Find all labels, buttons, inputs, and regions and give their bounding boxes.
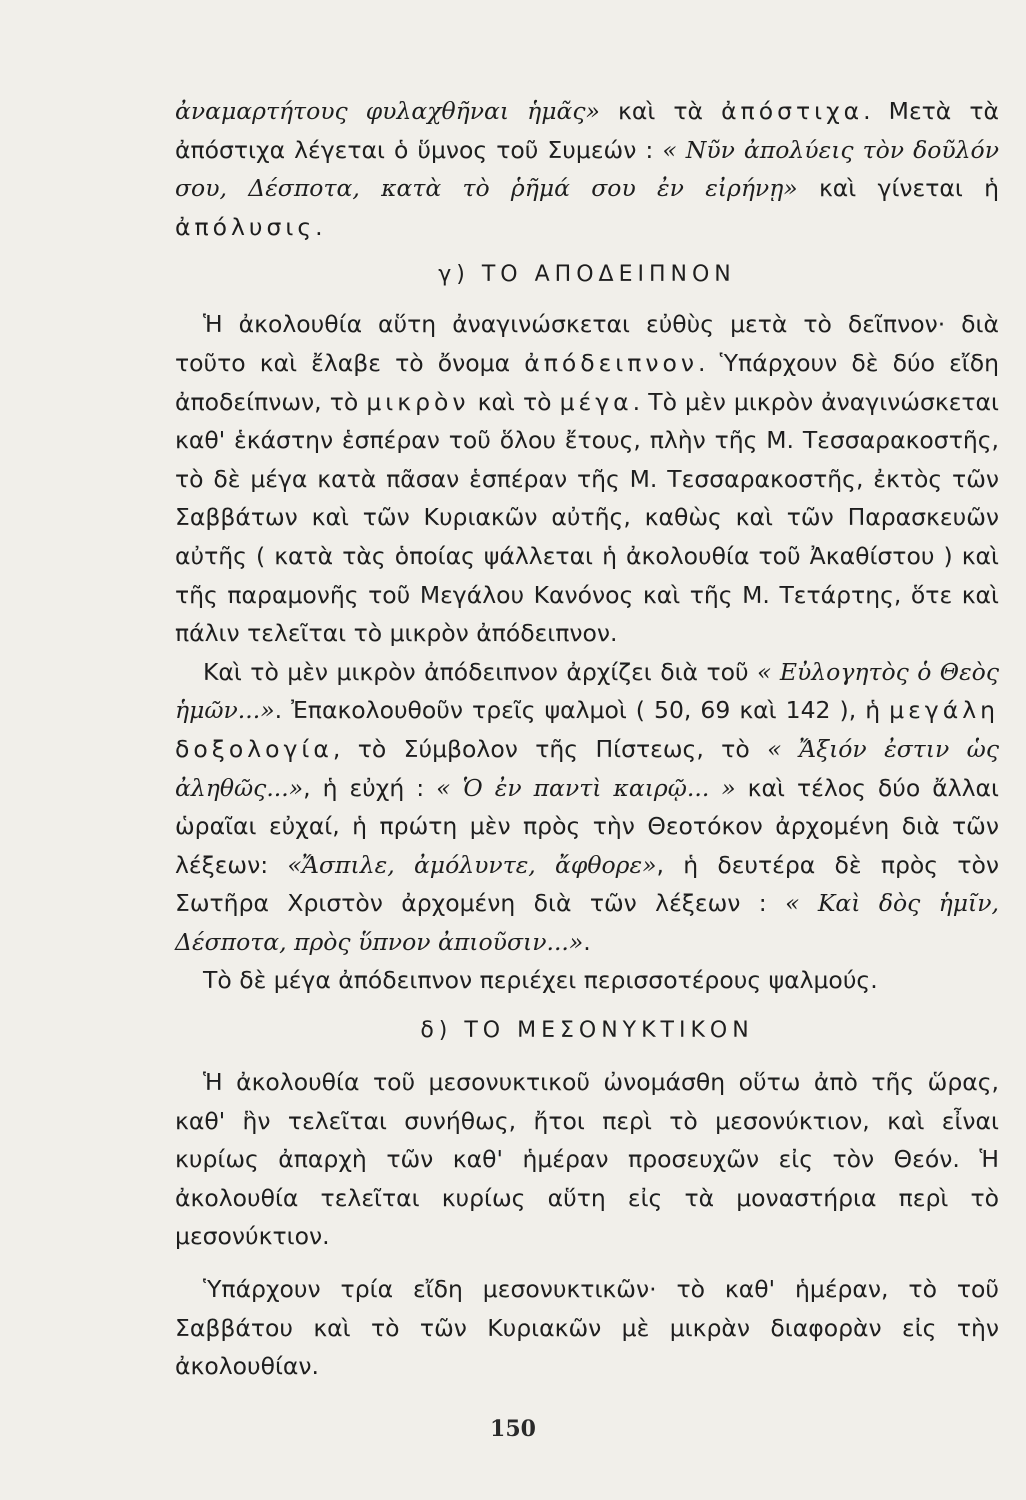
intro-italic-1: ἀναμαρτήτους φυλαχθῆναι ἡμᾶς» — [175, 97, 600, 125]
p2-quote-5: « Καὶ δὸς ἡμῖν, Δέσποτα, πρὸς ὕπνον ἀπιοῦσιν...» — [175, 889, 999, 956]
intro-text-4: . — [315, 212, 323, 241]
p2-spaced-term: μεγάλη δοξολογία — [175, 696, 999, 763]
p2-text-3: , τὸ Σύμβολον τῆς Πίστεως, τὸ — [332, 734, 768, 763]
intro-quote: « Νῦν ἀπολύεις τὸν δοῦλόν σου, Δέσποτα, κατὰ τὸ ῥῆμά σου ἐν εἰρήνῃ» — [175, 135, 999, 203]
page-body — [175, 92, 999, 1386]
p2-quote-2: « Ἄξιόν ἐστιν ὡς ἀληθῶς...» — [175, 734, 999, 802]
intro-text-2: . Μετὰ τὰ ἀπόστιχα λέγεται ὁ ὕμνος τοῦ Συμεών : — [175, 97, 1000, 164]
paragraph-apodeipnon-2 — [175, 653, 999, 962]
intro-paragraph — [175, 92, 999, 246]
intro-spaced-term-1: ἀπόστιχα — [721, 97, 864, 125]
p2-text-4: , ἡ εὐχή : — [303, 773, 437, 802]
paragraph-mesonyktikon-2: Ὑπάρχουν τρία εἴδη μεσονυκτικῶν· τὸ καθ' ἡμέραν, τὸ τοῦ Σαββάτου καὶ τὸ τῶν Κυριακῶν μὲ μικρὰν διαφορὰν εἰς τὴν ἀκολουθίαν. — [175, 1275, 999, 1381]
section-heading-mesonyktikon: δ) ΤΟ ΜΕΣΟΝΥΚΤΙΚΟΝ — [420, 1018, 754, 1044]
p2-text-7: . — [583, 927, 591, 956]
p1-text-1: Ἡ ἀκολουθία αὕτη ἀναγινώσκεται εὐθὺς μετὰ τὸ δεῖπνον· διὰ τοῦτο καὶ ἔλαβε τὸ ὄνομα — [175, 310, 999, 377]
p2-quote-1: « Εὐλογητὸς ὁ Θεὸς ἡμῶν...» — [175, 657, 999, 725]
p1-text-2: . Ὑπάρχουν δὲ δύο εἴδη ἀποδείπνων, τὸ — [175, 348, 1000, 416]
p2-text-1: Καὶ τὸ μὲν μικρὸν ἀπόδειπνον ἀρχίζει διὰ τοῦ — [203, 657, 758, 686]
p2-quote-3: « Ὁ ἐν παντὶ καιρῷ... » — [436, 773, 736, 802]
paragraph-apodeipnon-1 — [175, 305, 999, 652]
section-heading-apodeipnon: γ) ΤΟ ΑΠΟΔΕΙΠΝΟΝ — [438, 262, 736, 288]
p1-text-3: καὶ τὸ — [469, 387, 560, 416]
p1-text-4: . Τὸ μὲν μικρὸν ἀναγινώσκεται καθ' ἑκάστην ἑσπέραν τοῦ ὅλου ἔτους, πλὴν τῆς Μ. Τεσσαρακοστῆς, τὸ δὲ μέγα κατὰ πᾶσαν ἑσπέραν τῆς Μ. Τεσσαρακοστῆς, ἐκτὸς τῶν Σαββάτων καὶ τῶν Κυριακῶν αὐτῆς, καθὼς καὶ τῶν Παρασκευῶν αὐτῆς ( κατὰ τὰς ὁποίας ψάλλεται ἡ ἀκολουθία τοῦ Ἀκαθίστου ) καὶ τῆς παραμονῆς τοῦ Μεγάλου Κανόνος καὶ τῆς Μ. Τετάρτης, ὅτε καὶ πάλιν τελεῖται τὸ μικρὸν ἀπόδειπνον. — [175, 387, 999, 648]
p1-spaced-term-2: μικρὸν — [366, 387, 470, 416]
intro-text-3: καὶ γίνεται ἡ — [797, 174, 999, 203]
page-number: 150 — [490, 1416, 536, 1442]
p2-text-6: , ἡ δευτέρα δὲ πρὸς τὸν Σωτῆρα Χριστὸν ἀρχομένη διὰ τῶν λέξεων : — [175, 850, 999, 918]
paragraph-mesonyktikon-1: Ἡ ἀκολουθία τοῦ μεσονυκτικοῦ ὠνομάσθη οὕτω ἀπὸ τῆς ὥρας, καθ' ἣν τελεῖται συνήθως, ἤτοι περὶ τὸ μεσονύκτιον, καὶ εἶναι κυρίως ἀπαρχὴ τῶν καθ' ἡμέραν προσευχῶν εἰς τὸν Θεόν. Ἡ ἀκολουθία τελεῖται κυρίως αὕτη εἰς τὰ μοναστήρια περὶ τὸ μεσονύκτιον. — [175, 1068, 999, 1251]
p1-spaced-term-1: ἀπόδειπνον — [524, 348, 699, 377]
p2-quote-4: «Ἄσπιλε, ἀμόλυντε, ἄφθορε» — [287, 850, 657, 879]
p2-text-5: καὶ τέλος δύο ἄλλαι ὡραῖαι εὐχαί, ἡ πρώτη μὲν πρὸς τὴν Θεοτόκον ἀρχομένη διὰ τῶν λέξεων: — [175, 773, 999, 879]
p2-text-2: . Ἐπακολουθοῦν τρεῖς ψαλμοὶ ( 50, 69 καὶ 142 ), ἡ — [274, 696, 890, 725]
p1-spaced-term-3: μέγα — [559, 387, 633, 416]
paragraph-apodeipnon-3: Τὸ δὲ μέγα ἀπόδειπνον περιέχει περισσοτέρους ψαλμούς. — [203, 966, 878, 995]
intro-spaced-term-2: ἀπόλυσις — [175, 212, 316, 241]
intro-text-1: καὶ τὰ — [599, 97, 722, 125]
